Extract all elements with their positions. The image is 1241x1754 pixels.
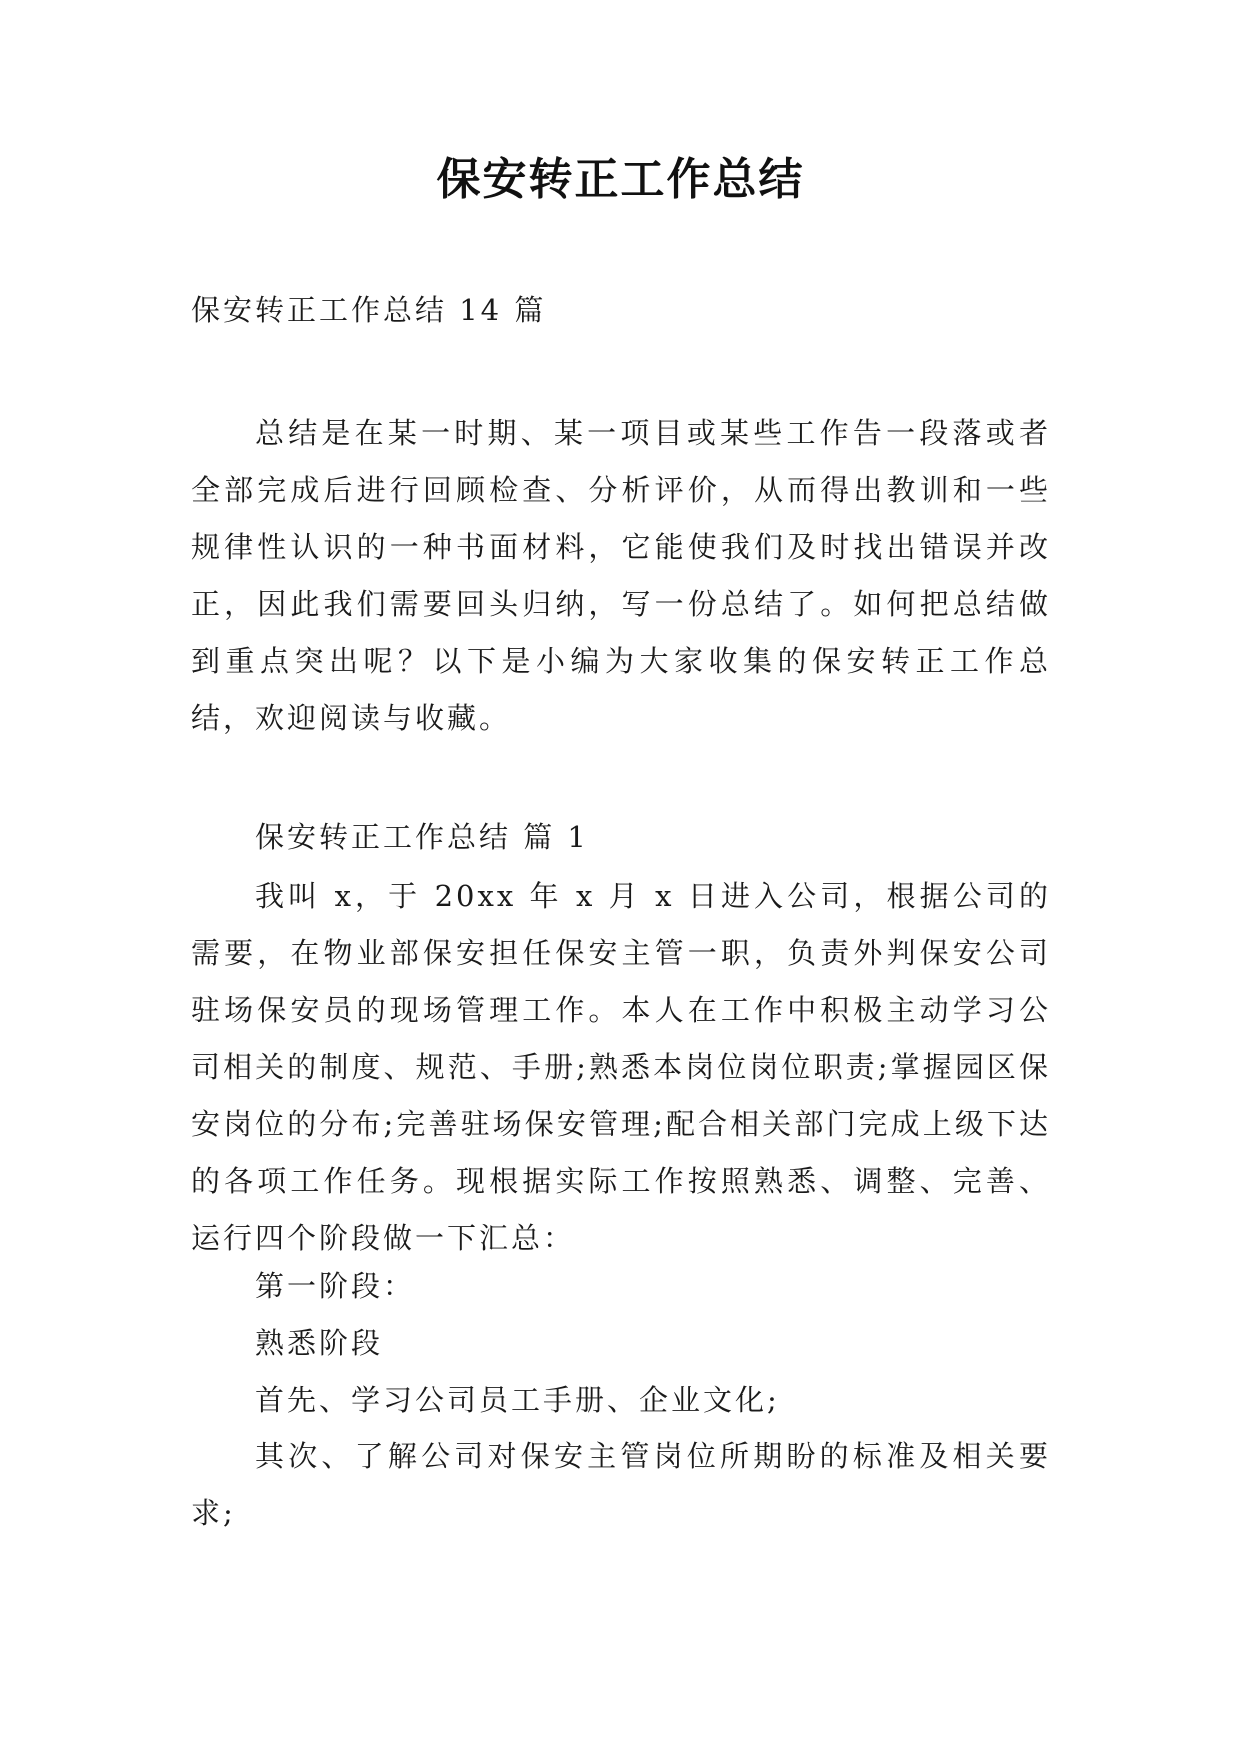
list-item-first: 首先、学习公司员工手册、企业文化; [255,1383,780,1417]
stage-label: 第一阶段： [255,1269,416,1303]
intro-paragraph: 总结是在某一时期、某一项目或某些工作告一段落或者全部完成后进行回顾检查、分析评价，从而得出教训和一些规律性认识的一种书面材料，它能使我们及时找出错误并改正，因此我们需要回头归纳，写一份总结了。如何把总结做到重点突出呢？以下是小编为大家收集的保安转正工作总结，欢迎阅读与收藏。 [191,416,1051,735]
stage-name: 熟悉阶段 [255,1326,384,1360]
list-item-second: 其次、了解公司对保安主管岗位所期盼的标准及相关要求; [191,1439,1051,1530]
document-title: 保安转正工作总结 [436,154,805,205]
section-heading: 保安转正工作总结 篇 1 [255,820,589,854]
document-subtitle: 保安转正工作总结 14 篇 [191,293,547,327]
section-body-paragraph: 我叫 x，于 20xx 年 x 月 x 日进入公司，根据公司的需要，在物业部保安担任保安主管一职，负责外判保安公司驻场保安员的现场管理工作。本人在工作中积极主动学习公司相关的制度、规范、手册;熟悉本岗位岗位职责;掌握园区保安岗位的分布;完善驻场保安管理;配合相关部门完成上级下达的各项工作任务。现根据实际工作按照熟悉、调整、完善、运行四个阶段做一下汇总： [191,879,1051,1255]
